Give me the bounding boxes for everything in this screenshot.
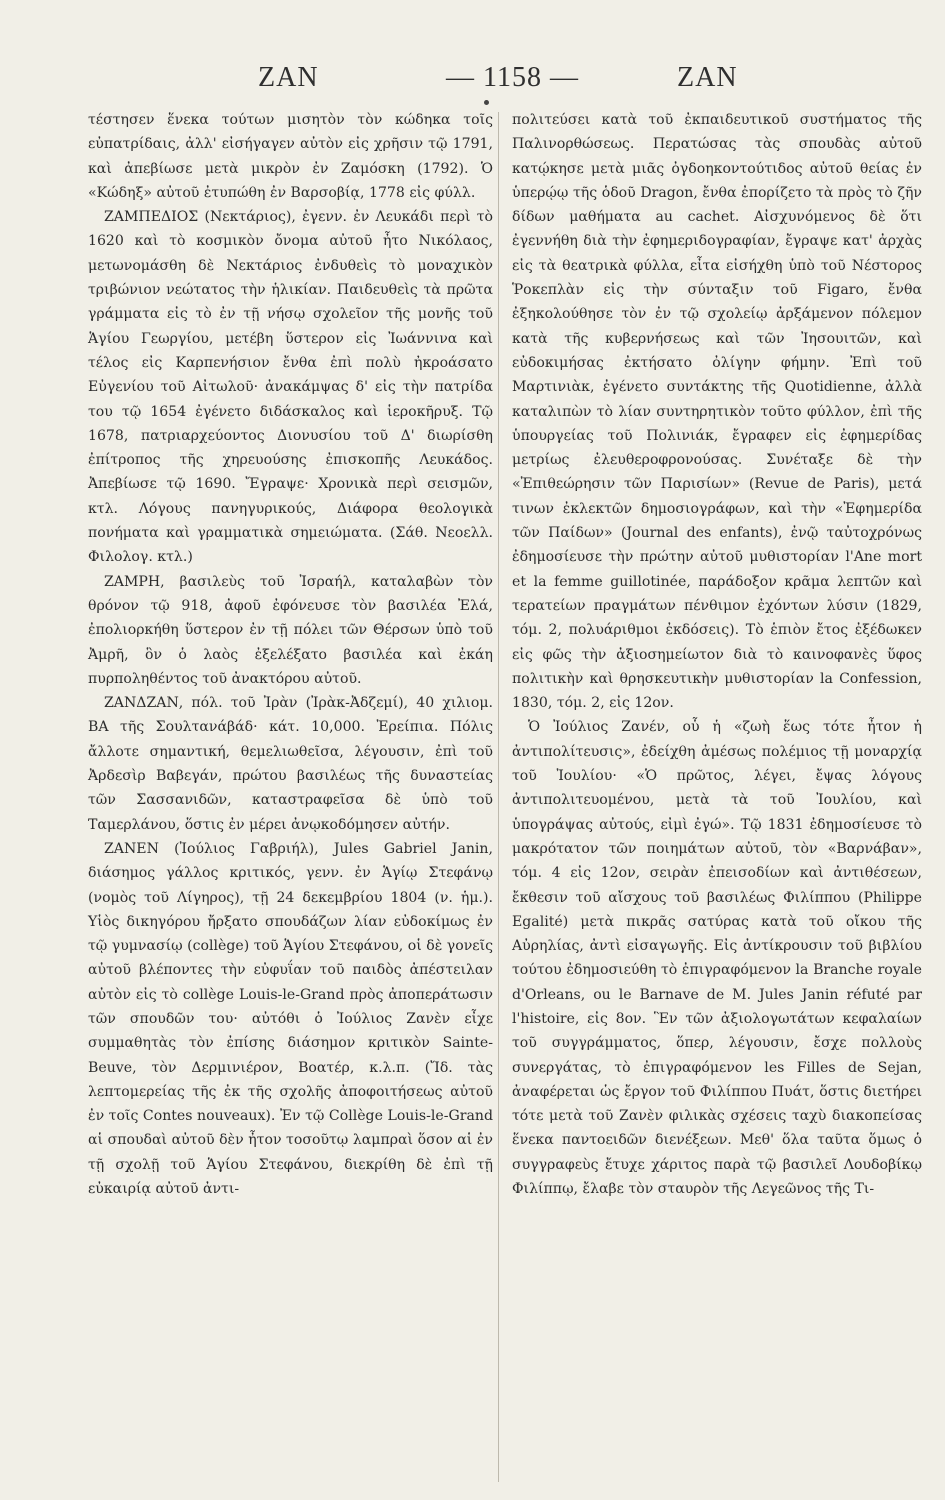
entry-zamri: ΖΑΜΡΗ, βασιλεὺς τοῦ Ἰσραήλ, καταλαβὼν τὸν θρόνον τῷ 918, ἀφοῦ ἐφόνευσε τὸν βασιλέα Ἐλά, ἐπολιορκήθη ὕστερον ἐν τῇ πόλει τῶν Θέρσων ὑπὸ τοῦ Ἀμρῆ, ὃν ὁ λαὸς ἐξελέξατο βασιλέα καὶ ἐκάη πυρποληθέντος τοῦ ἀνακτόρου αὐτοῦ.	[88, 573, 493, 687]
ornament-dot	[484, 100, 489, 105]
page-number: — 1158 —	[446, 62, 579, 93]
entry-zampedios: ΖΑΜΠΕΔΙΟΣ (Νεκτάριος), ἐγενν. ἐν Λευκάδι περὶ τὸ 1620 καὶ τὸ κοσμικὸν ὄνομα αὐτοῦ ἦτο Νικόλαος, μετωνομάσθη δὲ Νεκτάριος ἐνδυθεὶς τὸ μοναχικὸν τριβώνιον νεώτατος τὴν ἡλικίαν. Παιδευθεὶς τὰ πρῶτα γράμματα εἰς τὸ ἐν τῇ νήσῳ σχολεῖον τῆς μονῆς τοῦ Ἁγίου Γεωργίου, μετέβη ὕστερον εἰς Ἰωάννινα καὶ τέλος εἰς Καρπενήσιον ἔνθα ἐπὶ πολὺ ἠκροάσατο Εὐγενίου τοῦ Αἰτωλοῦ· ἀνακάμψας δ' εἰς τὴν πατρίδα του τῷ 1654 ἐγένετο διδάσκαλος καὶ ἱεροκῆρυξ. Τῷ 1678, πατριαρχεύοντος Διονυσίου τοῦ Δ' διωρίσθη ἐπίτροπος τῆς χηρευούσης ἐπισκοπῆς Λευκάδος. Ἀπεβίωσε τῷ 1690. Ἔγραψε· Χρονικὰ περὶ σεισμῶν, κτλ. Λόγους πανηγυρικούς, Διάφορα θεολογικὰ πονήματα καὶ γραμματικὰ σημειώματα. (Σάθ. Νεοελλ. Φιλολογ. κτλ.)	[88, 209, 493, 566]
header-right-word: ZAN	[677, 62, 738, 93]
running-head	[0, 62, 945, 98]
entry-zanen-continued: πολιτεύσει κατὰ τοῦ ἐκπαιδευτικοῦ συστήματος τῆς Παλινορθώσεως. Περατώσας τὰς σπουδὰς αὐτοῦ κατῴκησε μετὰ μιᾶς ὀγδοηκοντούτιδος αὐτοῦ θείας ἐν ὑπερῴῳ τῆς ὁδοῦ Dragon, ἔνθα ἐπορίζετο τὰ πρὸς τὸ ζῆν δίδων μαθήματα au cachet. Αἰσχυνόμενος δὲ ὅτι ἐγεννήθη διὰ τὴν ἐφημεριδογραφίαν, ἔγραψε κατ' ἀρχὰς εἰς τὰ θεατρικὰ φύλλα, εἶτα εἰσήχθη ὑπὸ τοῦ Νέστορος Ῥοκεπλὰν εἰς τὴν σύνταξιν τοῦ Figaro, ἔνθα ἐξηκολούθησε τὸν ἐν τῷ σχολείῳ ἀρξάμενον πόλεμον κατὰ τῆς κυβερνήσεως καὶ τῶν Ἰησουιτῶν, καὶ εὐδοκιμήσας ἐκτήσατο ὀλίγην φήμην. Ἐπὶ τοῦ Μαρτινιὰκ, ἐγένετο συντάκτης τῆς Quotidienne, ἀλλὰ καταλιπὼν τὸ λίαν συντηρητικὸν τοῦτο φύλλον, ἐπὶ τῆς ὑπουργείας τοῦ Πολινιάκ, ἔγραφεν εἰς ἐφημερίδας μετρίως ἐλευθεροφρονούσας. Συνέταξε δὲ τὴν «Ἐπιθεώρησιν τῶν Παρισίων» (Revue de Paris), μετά τινων ἐκλεκτῶν δημοσιογράφων, καὶ τὴν «Ἐφημερίδα τῶν Παίδων» (Journal des enfants), ἐνῷ ταὐτοχρόνως ἐδημοσίευσε τὴν πρώτην αὐτοῦ μυθιστορίαν l'Ane mort et la femme guillotinée, παράδοξον κρᾶμα λεπτῶν καὶ τερατείων πραγμάτων πένθιμον ἐχόντων λύσιν (1829, τόμ. 2, πολυάριθμοι ἐκδόσεις). Τὸ ἑπιὸν ἔτος ἐξέδωκεν εἰς φῶς τὴν ἀξιοσημείωτον διὰ τὸ καινοφανὲς ὕφος πολιτικὴν καὶ θρησκευτικὴν μυθιστορίαν la Confession, 1830, τόμ. 2, εἰς 12ον.	[512, 112, 922, 712]
column-divider	[498, 112, 499, 1482]
header-left-word: ZAN	[258, 62, 319, 93]
entry-zanen: ΖΑΝΕΝ (Ἰούλιος Γαβριήλ), Jules Gabriel Janin, διάσημος γάλλος κριτικός, γενν. ἐν Ἁγίῳ Στεφάνῳ (νομὸς τοῦ Λίγηρος), τῇ 24 δεκεμβρίου 1804 (ν. ἡμ.). Υἱὸς δικηγόρου ἤρξατο σπουδάζων λίαν εὐδοκίμως ἐν τῷ γυμνασίῳ (collège) τοῦ Ἁγίου Στεφάνου, οἱ δὲ γονεῖς αὐτοῦ βλέποντες τὴν εὐφυΐαν τοῦ παιδὸς ἀπέστειλαν αὐτὸν εἰς τὸ collège Louis-le-Grand πρὸς ἀποπεράτωσιν τῶν σπουδῶν του· αὐτόθι ὁ Ἰούλιος Ζανὲν εἶχε συμμαθητὰς τὸν ἐπίσης διάσημον κριτικὸν Sainte-Beuve, τὸν Δερμινιέρον, Βοατέρ, κ.λ.π. (Ἴδ. τὰς λεπτομερείας τῆς ἐκ τῆς σχολῆς ἀποφοιτήσεως αὐτοῦ ἐν τοῖς Contes nouveaux). Ἐν τῷ Collège Louis-le-Grand αἱ σπουδαὶ αὐτοῦ δὲν ἦτον τοσοῦτῳ λαμπραὶ ὅσον αἱ ἐν τῇ σχολῇ τοῦ Ἁγίου Στεφάνου, διεκρίθη δὲ ἐπὶ τῇ εὐκαιρίᾳ αὐτοῦ ἀντι-	[88, 840, 493, 1198]
entry-zanen-paragraph-2: Ὁ Ἰούλιος Ζανέν, οὗ ἡ «ζωὴ ἕως τότε ἦτον ἡ ἀντιπολίτευσις», ἐδείχθη ἀμέσως πολέμιος τῇ μοναρχίᾳ τοῦ Ἰουλίου· «Ὁ πρῶτος, λέγει, ἔψας λόγους ἀντιπολιτευομένου, μετὰ τὰ τοῦ Ἰουλίου, καὶ ὑπογράψας αὐτούς, εἰμὶ ἐγώ». Τῷ 1831 ἐδημοσίευσε τὸ μακρότατον τῶν ποιημάτων αὐτοῦ, τὸν «Βαρνάβαν», τόμ. 4 εἰς 12ον, σειρὰν ἐπεισοδίων καὶ ἀντιθέσεων, ἔκθεσιν τοῦ αἴσχους τοῦ βασιλέως Φιλίππου (Philippe Egalité) μετὰ πικρᾶς σατύρας κατὰ τοῦ οἴκου τῆς Αὐρηλίας, ἀντὶ εἰσαγωγῆς. Εἰς ἀντίκρουσιν τοῦ βιβλίου τούτου ἐδημοσιεύθη τὸ ἐπιγραφόμενον la Branche royale d'Orleans, ou le Barnave de M. Jules Janin réfuté par l'histoire, εἰς 8ον. Ἓν τῶν ἀξιολογωτάτων κεφαλαίων τοῦ συγγράμματος, ὅπερ, λέγουσιν, ἔσχε πολλοὺς συνεργάτας, τὸ ἐπιγραφόμενον les Filles de Sejan, ἀναφέρεται ὡς ἔργον τοῦ Φιλίππου Πυάτ, ὅστις διετήρει τότε μετὰ τοῦ Ζανὲν φιλικὰς σχέσεις ταχὺ διακοπείσας ἕνεκα παντοειδῶν διενέξεων. Μεθ' ὅλα ταῦτα ὅμως ὁ συγγραφεὺς ἔτυχε χάριτος παρὰ τῷ βασιλεῖ Λουδοβίκῳ Φιλίππῳ, ἔλαβε τὸν σταυρὸν τῆς Λεγεῶνος τῆς Τι-	[512, 719, 922, 1198]
entry-continuation-zamoyski: τέστησεν ἕνεκα τούτων μισητὸν τὸν κώδηκα τοῖς εὐπατρίδαις, ἀλλ' εἰσήγαγεν αὐτὸν εἰς χρῆσιν τῷ 1791, καὶ ἀπεβίωσε μετὰ μικρὸν ἐν Ζαμόσκη (1792). Ὁ «Κώδηξ» αὐτοῦ ἐτυπώθη ἐν Βαρσοβίᾳ, 1778 εἰς φύλλ.	[88, 112, 493, 201]
entry-zandzan: ΖΑΝΔΖΑΝ, πόλ. τοῦ Ἰρὰν (Ἰρὰκ-Ἀδζεμί), 40 χιλιομ. ΒΑ τῆς Σουλτανάβάδ· κάτ. 10,000. Ἐρείπια. Πόλις ἄλλοτε σημαντική, θεμελιωθεῖσα, λέγουσιν, ἐπὶ τοῦ Ἀρδεσὶρ Βαβεγάν, πρώτου βασιλέως τῆς δυναστείας τῶν Σασσανιδῶν, καταστραφεῖσα δὲ ὑπὸ τοῦ Ταμερλάνου, ὅστις ἐν μέρει ἀνῳκοδόμησεν αὐτήν.	[88, 695, 493, 833]
left-column	[88, 108, 493, 1201]
right-column	[512, 108, 922, 1201]
